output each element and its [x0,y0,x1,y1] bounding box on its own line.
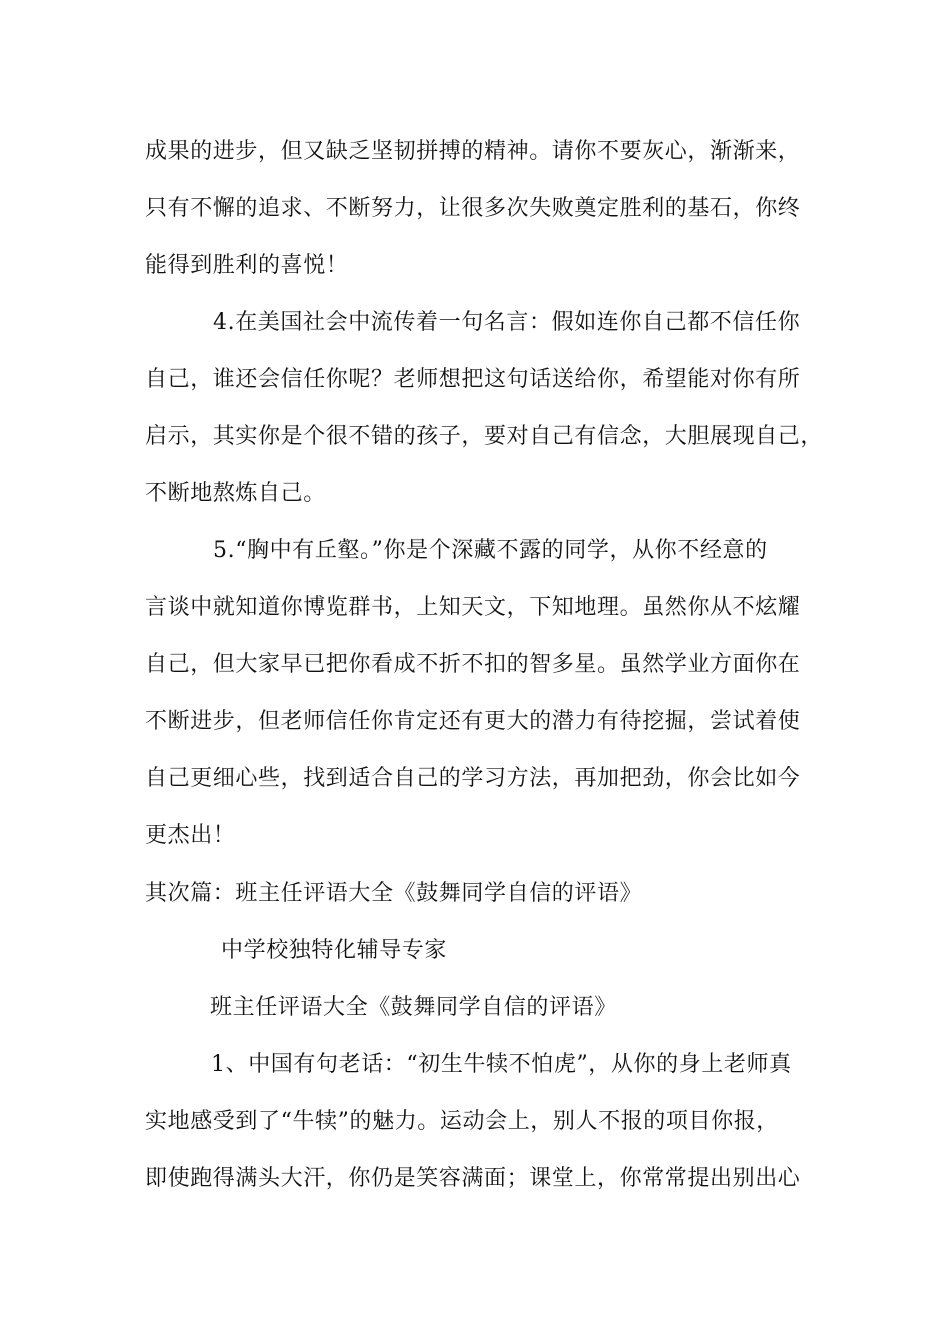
paragraph-5-line-4: 不断进步，但老师信任你肯定还有更大的潜力有待挖掘，尝试着使 [145,709,801,734]
paragraph-5-line-5: 自己更细心些，找到适合自己的学习方法，再加把劲，你会比如今 [145,766,801,791]
subtitle-line: 中学校独特化辅导专家 [221,938,448,963]
section-title-line: 班主任评语大全《鼓舞同学自信的评语》 [210,995,617,1020]
paragraph-4-line-1: 4.在美国社会中流传着一句名言：假如连你自己都不信任你 [213,310,801,335]
paragraph-3-line-3: 能得到胜利的喜悦！ [145,253,349,278]
paragraph-4-line-3: 启示，其实你是个很不错的孩子，要对自己有信念，大胆展现自己， [145,424,824,449]
paragraph-5-line-2: 言谈中就知道你博览群书，上知天文，下知地理。虽然你从不炫耀 [145,595,801,620]
paragraph-4-line-2: 自己，谁还会信任你呢？老师想把这句话送给你，希望能对你有所 [145,367,801,392]
comment-1-line-3: 即使跑得满头大汗，你仍是笑容满面；课堂上，你常常提出别出心 [145,1166,801,1191]
paragraph-5-line-3: 自己，但大家早已把你看成不折不扣的智多星。虽然学业方面你在 [145,652,801,677]
comment-1-line-2: 实地感受到了“牛犊”的魅力。运动会上，别人不报的项目你报， [145,1109,779,1134]
paragraph-5-line-1: 5.“胸中有丘壑。”你是个深藏不露的同学，从你不经意的 [213,538,768,563]
paragraph-5-line-6: 更杰出！ [145,823,236,848]
section-heading: 其次篇：班主任评语大全《鼓舞同学自信的评语》 [145,881,643,906]
paragraph-3-line-2: 只有不懈的追求、不断努力，让很多次失败奠定胜利的基石，你终 [145,196,801,221]
comment-1-line-1: 1、中国有句老话：“初生牛犊不怕虎”，从你的身上老师真 [211,1052,792,1077]
paragraph-3-line-1: 成果的进步，但又缺乏坚韧拼搏的精神。请你不要灰心，渐渐来， [145,139,801,164]
paragraph-4-line-4: 不断地熬炼自己。 [145,481,326,506]
